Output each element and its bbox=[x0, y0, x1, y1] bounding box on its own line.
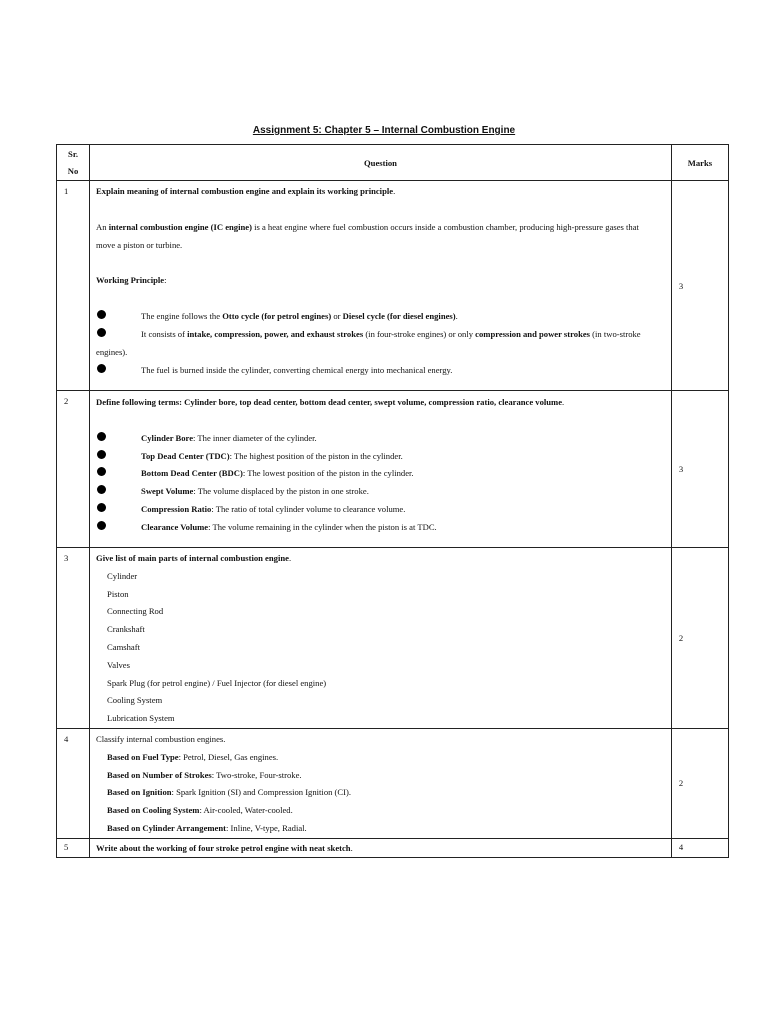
question-heading: Explain meaning of internal combustion engine and explain its working principle. bbox=[96, 186, 396, 196]
marks-cell: 2 bbox=[671, 728, 728, 838]
marks-cell: 2 bbox=[671, 548, 728, 729]
bullet-icon bbox=[97, 328, 106, 337]
header-no: No bbox=[67, 165, 79, 176]
table-row bbox=[57, 838, 729, 857]
header-marks: Marks bbox=[671, 145, 728, 181]
list-item: Crankshaft bbox=[107, 624, 145, 635]
list-item: Based on Number of Strokes: Two-stroke, Four-stroke. bbox=[107, 769, 302, 780]
list-item: Bottom Dead Center (BDC): The lowest position of the piston in the cylinder. bbox=[96, 465, 665, 483]
list-item: Lubrication System bbox=[107, 713, 175, 724]
question-heading: Define following terms: Cylinder bore, top dead center, bottom dead center, swept volume, compression ratio, clearance volume. bbox=[96, 397, 565, 407]
marks-cell: 3 bbox=[671, 181, 728, 391]
table-row bbox=[57, 391, 729, 548]
sr-number: 2 bbox=[57, 391, 90, 548]
question-cell bbox=[90, 548, 672, 729]
table-row bbox=[57, 548, 729, 729]
list-item-cont: engines). bbox=[96, 346, 128, 357]
definition-text: An internal combustion engine (IC engine) is a heat engine where fuel combustion occurs inside a combustion chamber, producing high-pressure gases that bbox=[96, 221, 639, 232]
list-item: Piston bbox=[107, 588, 129, 599]
assignment-title: Assignment 5: Chapter 5 – Internal Combustion Engine bbox=[252, 125, 516, 136]
list-item: Camshaft bbox=[107, 641, 140, 652]
bullet-icon bbox=[97, 310, 106, 319]
list-item: Spark Plug (for petrol engine) / Fuel Injector (for diesel engine) bbox=[107, 677, 327, 688]
bullet-icon bbox=[97, 432, 106, 441]
list-item: Valves bbox=[107, 659, 130, 670]
list-item: Swept Volume: The volume displaced by the piston in one stroke. bbox=[96, 483, 665, 501]
sr-number: 4 bbox=[57, 728, 90, 838]
question-cell bbox=[90, 838, 672, 857]
table-row bbox=[57, 181, 729, 391]
header-sr-no bbox=[57, 145, 90, 181]
bullet-icon bbox=[97, 450, 106, 459]
header-sr: Sr. bbox=[68, 148, 78, 159]
list-item: Top Dead Center (TDC): The highest position of the piston in the cylinder. bbox=[96, 448, 665, 466]
list-item: Based on Ignition: Spark Ignition (SI) and Compression Ignition (CI). bbox=[107, 787, 352, 798]
list-item: Based on Fuel Type: Petrol, Diesel, Gas engines. bbox=[107, 751, 279, 762]
table-header-row bbox=[57, 145, 729, 181]
list-item: Cylinder Bore: The inner diameter of the cylinder. bbox=[96, 430, 665, 448]
question-heading: Write about the working of four stroke petrol engine with neat sketch. bbox=[96, 842, 353, 853]
list-item: The engine follows the Otto cycle (for petrol engines) or Diesel cycle (for diesel engines). bbox=[96, 308, 665, 326]
question-cell bbox=[90, 181, 672, 391]
bullet-icon bbox=[97, 364, 106, 373]
sr-number: 5 bbox=[57, 838, 90, 857]
list-item: Compression Ratio: The ratio of total cylinder volume to clearance volume. bbox=[96, 501, 665, 519]
questions-table bbox=[56, 144, 729, 858]
list-item: Cylinder bbox=[107, 570, 138, 581]
bullet-icon bbox=[97, 467, 106, 476]
list-item: The fuel is burned inside the cylinder, converting chemical energy into mechanical energy. bbox=[96, 362, 665, 380]
list-item: It consists of intake, compression, power, and exhaust strokes (in four-stroke engines) or only compression and power strokes (in two-stroke bbox=[96, 326, 665, 344]
bullet-icon bbox=[97, 521, 106, 530]
sr-number: 1 bbox=[57, 181, 90, 391]
question-heading: Classify internal combustion engines. bbox=[96, 733, 226, 744]
question-heading: Give list of main parts of internal combustion engine. bbox=[96, 553, 292, 563]
marks-cell: 4 bbox=[671, 838, 728, 857]
bullet-icon bbox=[97, 485, 106, 494]
definition-text-cont: move a piston or turbine. bbox=[96, 239, 183, 250]
bullet-icon bbox=[97, 503, 106, 512]
list-item: Connecting Rod bbox=[107, 606, 164, 617]
question-cell bbox=[90, 391, 672, 548]
list-item: Based on Cylinder Arrangement: Inline, V-type, Radial. bbox=[107, 822, 307, 833]
table-row bbox=[57, 728, 729, 838]
marks-cell: 3 bbox=[671, 391, 728, 548]
working-principle-label: Working Principle: bbox=[96, 275, 167, 286]
list-item: Based on Cooling System: Air-cooled, Water-cooled. bbox=[107, 805, 293, 816]
question-cell bbox=[90, 728, 672, 838]
list-item: Cooling System bbox=[107, 695, 163, 706]
sr-number: 3 bbox=[57, 548, 90, 729]
header-question: Question bbox=[90, 145, 672, 181]
list-item: Clearance Volume: The volume remaining in the cylinder when the piston is at TDC. bbox=[96, 519, 665, 537]
